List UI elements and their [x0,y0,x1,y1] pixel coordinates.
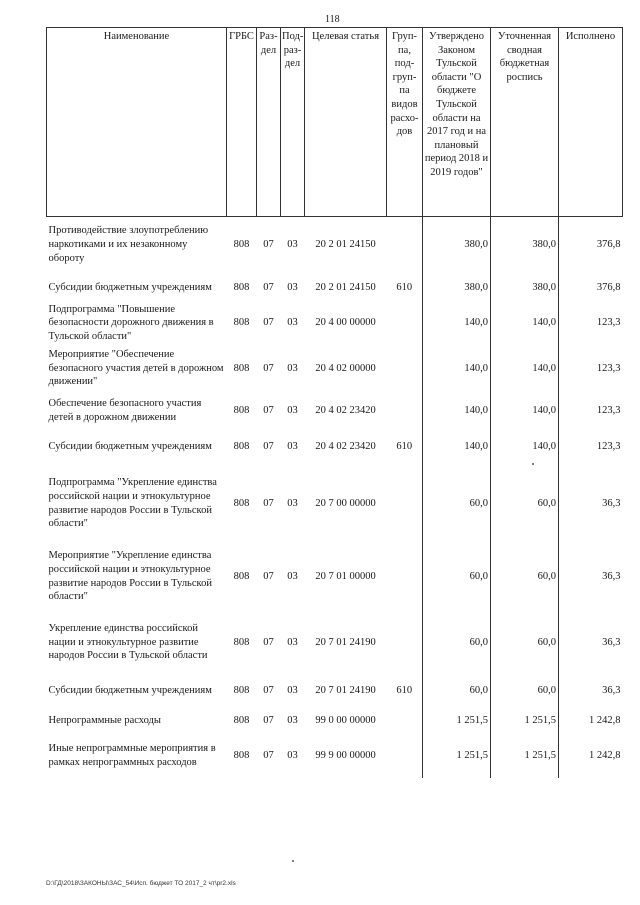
row-approved: 60,0 [423,674,491,708]
row-approved: 140,0 [423,344,491,394]
row-refined: 60,0 [491,466,559,542]
table-row [47,466,623,542]
row-approved: 60,0 [423,542,491,612]
row-executed: 1 242,8 [589,714,621,726]
row-executed: 376,8 [596,281,621,293]
row-grbs: 808 [233,281,250,293]
table-row [47,674,623,708]
row-podrazdel: 03 [287,570,298,582]
header-podrazdel: Под-раз-дел [281,28,305,217]
row-expense-type [387,612,423,674]
table-row [47,708,623,734]
row-grbs: 808 [233,636,250,648]
header-expense-type: Груп-па, под-груп-па видов расхо-дов [387,28,423,217]
row-podrazdel: 03 [287,684,298,696]
row-target-article: 20 7 01 24190 [315,636,376,648]
row-approved: 140,0 [423,394,491,428]
row-podrazdel: 03 [287,404,298,416]
row-podrazdel: 03 [287,362,298,374]
header-approved: Утверждено Законом Тульской области "О бюджете Тульской области на 2017 год и на плановый период 2018 и 2019 годов" [423,28,491,217]
row-name: Противодействие злоупотреблению наркотиками и их незаконному обороту [48,225,209,264]
table-row [47,612,623,674]
row-grbs: 808 [233,714,250,726]
row-podrazdel: 03 [287,497,298,509]
row-refined: 380,0 [491,217,559,273]
row-razdel: 07 [263,281,274,293]
row-razdel: 07 [263,570,274,582]
row-name: Обеспечение безопасного участия детей в дорожном движении [48,397,202,423]
row-approved: 1 251,5 [423,734,491,778]
row-podrazdel: 03 [287,281,298,293]
table-row [47,273,623,303]
row-approved: 380,0 [423,273,491,303]
header-razdel: Раз-дел [257,28,281,217]
row-executed: 36,3 [602,684,621,696]
header-executed: Исполнено [559,28,623,217]
table-header [47,28,623,217]
scan-speck [532,463,534,465]
row-executed: 123,3 [596,317,621,329]
row-refined: 60,0 [491,542,559,612]
row-grbs: 808 [233,404,250,416]
header-target-article: Целевая статья [305,28,387,217]
row-target-article: 99 9 00 00000 [315,749,376,761]
row-approved: 1 251,5 [423,708,491,734]
row-target-article: 20 7 01 00000 [315,570,376,582]
row-refined: 140,0 [491,428,559,466]
scan-speck [292,860,294,862]
row-razdel: 07 [263,404,274,416]
row-razdel: 07 [263,636,274,648]
row-grbs: 808 [233,440,250,452]
row-podrazdel: 03 [287,238,298,250]
row-name: Подпрограмма "Укрепление единства российской нации и этнокультурное развитие народов России в Тульской области" [48,477,217,530]
row-target-article: 20 4 02 23420 [315,440,376,452]
row-razdel: 07 [263,749,274,761]
row-approved: 380,0 [423,217,491,273]
row-executed: 36,3 [602,570,621,582]
row-grbs: 808 [233,497,250,509]
row-executed: 376,8 [596,238,621,250]
row-refined: 140,0 [491,394,559,428]
row-name: Субсидии бюджетным учреждениям [48,281,212,293]
row-razdel: 07 [263,238,274,250]
table-row [47,542,623,612]
row-name: Мероприятие "Обеспечение безопасного участия детей в дорожном движении" [48,349,224,388]
row-name: Субсидии бюджетным учреждениям [48,684,212,696]
table-row [47,394,623,428]
row-expense-type: 610 [387,674,423,708]
row-podrazdel: 03 [287,317,298,329]
row-target-article: 20 4 02 23420 [315,404,376,416]
row-expense-type [387,394,423,428]
table-row [47,734,623,778]
row-refined: 140,0 [491,344,559,394]
table-row [47,303,623,344]
row-name: Укрепление единства российской нации и этнокультурное развитие народов России в Тульской области [48,623,208,662]
row-target-article: 20 7 01 24190 [315,684,376,696]
row-name: Субсидии бюджетным учреждениям [48,440,212,452]
header-name: Наименование [47,28,227,217]
row-refined: 1 251,5 [491,708,559,734]
row-razdel: 07 [263,440,274,452]
row-podrazdel: 03 [287,749,298,761]
row-razdel: 07 [263,362,274,374]
row-name: Иные непрограммные мероприятия в рамках непрограммных расходов [48,742,216,768]
row-approved: 140,0 [423,303,491,344]
footer-file-path: D:\ГД\2018\ЗАКОНЫ\ЗАС_54\Исп. бюджет ТО 2017_2 чт\pr2.xls [46,880,236,887]
row-grbs: 808 [233,317,250,329]
row-expense-type: 610 [387,428,423,466]
row-approved: 140,0 [423,428,491,466]
row-expense-type [387,344,423,394]
row-grbs: 808 [233,684,250,696]
row-target-article: 20 2 01 24150 [315,238,376,250]
row-refined: 60,0 [491,612,559,674]
row-razdel: 07 [263,684,274,696]
row-grbs: 808 [233,362,250,374]
row-refined: 1 251,5 [491,734,559,778]
header-refined: Уточненная сводная бюджетная роспись [491,28,559,217]
row-target-article: 20 4 00 00000 [315,317,376,329]
row-target-article: 20 2 01 24150 [315,281,376,293]
table-row [47,344,623,394]
row-executed: 36,3 [602,636,621,648]
row-expense-type [387,734,423,778]
row-target-article: 20 4 02 00000 [315,362,376,374]
row-expense-type [387,217,423,273]
row-grbs: 808 [233,570,250,582]
page-number: 118 [325,14,340,25]
table-row [47,217,623,273]
table-row [47,428,623,466]
row-executed: 123,3 [596,440,621,452]
row-executed: 1 242,8 [589,749,621,761]
row-executed: 36,3 [602,497,621,509]
row-refined: 60,0 [491,674,559,708]
row-razdel: 07 [263,714,274,726]
row-razdel: 07 [263,497,274,509]
row-refined: 380,0 [491,273,559,303]
row-razdel: 07 [263,317,274,329]
header-grbs: ГРБС [227,28,257,217]
row-podrazdel: 03 [287,440,298,452]
row-approved: 60,0 [423,466,491,542]
row-expense-type [387,303,423,344]
table-body [47,217,623,778]
row-target-article: 20 7 00 00000 [315,497,376,509]
row-expense-type [387,466,423,542]
row-approved: 60,0 [423,612,491,674]
row-grbs: 808 [233,238,250,250]
row-expense-type: 610 [387,273,423,303]
row-executed: 123,3 [596,404,621,416]
row-name: Подпрограмма "Повышение безопасности дорожного движения в Тульской области" [48,303,214,342]
row-name: Непрограммные расходы [48,714,161,726]
row-podrazdel: 03 [287,714,298,726]
row-executed: 123,3 [596,362,621,374]
row-target-article: 99 0 00 00000 [315,714,376,726]
row-podrazdel: 03 [287,636,298,648]
row-grbs: 808 [233,749,250,761]
row-refined: 140,0 [491,303,559,344]
budget-table [46,27,623,778]
row-name: Мероприятие "Укрепление единства российской нации и этнокультурное развитие народов России в Тульской области" [48,550,212,603]
row-expense-type [387,708,423,734]
row-expense-type [387,542,423,612]
